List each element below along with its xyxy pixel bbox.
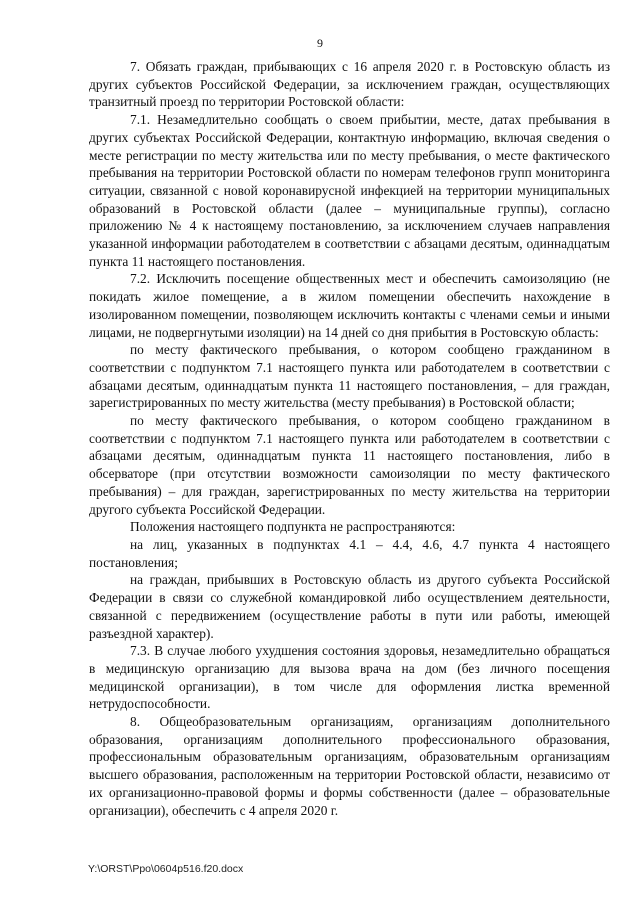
paragraph-exception-persons: на лиц, указанных в подпунктах 4.1 – 4.4, 4.6, 4.7 пункта 4 настоящего постановления; [89, 536, 610, 570]
paragraph-7-2-residents: по месту фактического пребывания, о котором сообщено гражданином в соответствии с подпунктом 7.1 настоящего пункта или работодателем в соответствии с абзацами десятым, одиннадцатым пункта 11 настоящего постановления, – для граждан, зарегистрированных по месту жительства (месту пребывания) в Ростовской области; [89, 342, 610, 411]
paragraph-7-2-nonresidents: по месту фактического пребывания, о котором сообщено гражданином в соответствии с подпунктом 7.1 настоящего пункта или работодателем в соответствии с абзацами десятым, одиннадцатым пункта 11 настоящего постановления, либо в обсерваторе (при отсутствии возможности самоизоляции по месту фактического пребывания) – для граждан, зарегистрированных по месту жительства на территории другого субъекта Российской Федерации. [89, 413, 610, 517]
footer-file-path: Y:\ORST\Ppo\0604p516.f20.docx [88, 863, 244, 875]
paragraph-7: 7. Обязать граждан, прибывающих с 16 апреля 2020 г. в Ростовскую область из других субъектов Российской Федерации, за исключением граждан, осуществляющих транзитный проезд по территории Ростовской области: [89, 59, 610, 110]
paragraph-exception-business-trip: на граждан, прибывших в Ростовскую область из другого субъекта Российской Федерации в связи со служебной командировкой либо осуществлением деятельности, связанной с передвижением (осуществление работы в пути или работы, имеющей разъездной характер). [89, 572, 610, 641]
page-number: 9 [317, 36, 323, 50]
paragraph-7-1: 7.1. Незамедлительно сообщать о своем прибытии, месте, датах пребывания в других субъектах Российской Федерации, контактную информацию, включая сведения о месте регистрации по месту жительства или по месту пребывания, о месте фактического пребывания на территории Ростовской области по номерам телефонов групп мониторинга ситуации, связанной с новой коронавирусной инфекцией на территории муниципальных образований в Ростовской области (далее – муниципальные группы), согласно приложению № 4 к настоящему постановлению, за исключением случаев направления указанной информации работодателем в соответствии с абзацами десятым, одиннадцатым пункта 11 настоящего постановления. [89, 112, 610, 269]
document-body [89, 58, 610, 819]
paragraph-exceptions-intro: Положения настоящего подпункта не распространяются: [130, 519, 456, 535]
paragraph-7-2: 7.2. Исключить посещение общественных мест и обеспечить самоизоляцию (не покидать жилое помещение, а в жилом помещении обеспечить нахождение в изолированном помещении, позволяющем исключить контакты с членами семьи и иными лицами, не подвергнутыми изоляции) на 14 дней со дня прибытия в Ростовскую область: [89, 271, 610, 340]
paragraph-8: 8. Общеобразовательным организациям, организациям дополнительного образования, организациям дополнительного профессионального образования, профессиональным образовательным организациям, образовательным организациям высшего образования, расположенным на территории Ростовской области, независимо от их организационно-правовой формы и формы собственности (далее – образовательные организации), обеспечить с 4 апреля 2020 г. [89, 714, 610, 818]
paragraph-7-3: 7.3. В случае любого ухудшения состояния здоровья, незамедлительно обращаться в медицинскую организацию для вызова врача на дом (без личного посещения медицинской организации), в том числе для оформления листка временной нетрудоспособности. [89, 643, 610, 712]
